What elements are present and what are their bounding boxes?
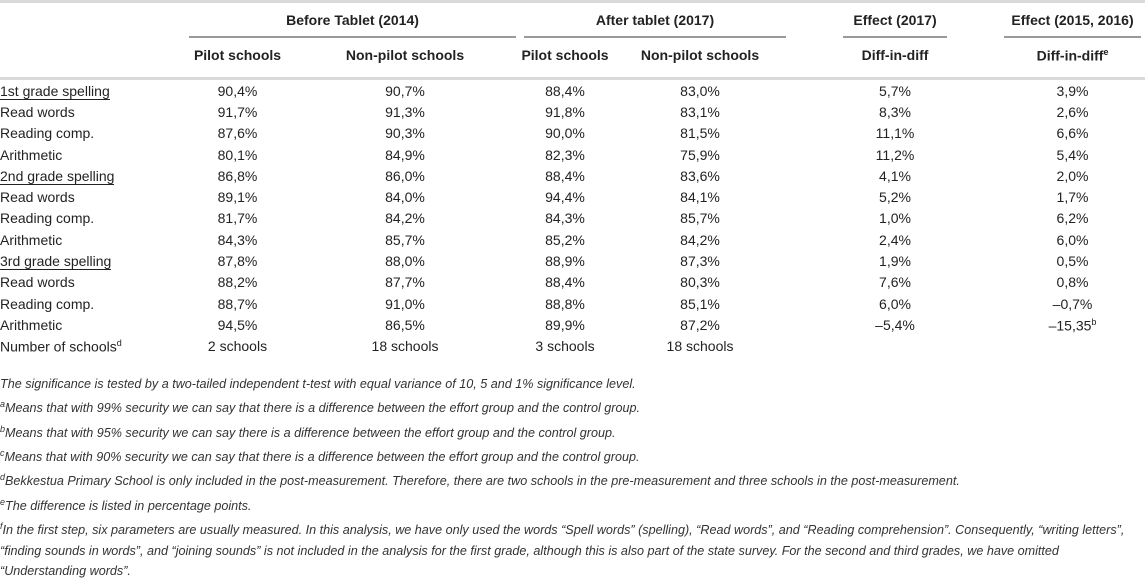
- table-cell: 86,5%: [385, 316, 425, 333]
- table-cell: 91,3%: [385, 103, 425, 120]
- table-row: [0, 250, 1145, 271]
- table-row: [0, 293, 1145, 314]
- table-cell: 84,2%: [680, 231, 720, 248]
- table-cell: 86,8%: [217, 167, 258, 184]
- row-label: Reading comp.: [0, 210, 95, 227]
- footnote: $^e$The difference is listed in percentage points.: [0, 496, 252, 513]
- table-cell: 84,9%: [385, 146, 425, 163]
- table-cell: 6,0%: [879, 295, 911, 312]
- table-cell: 85,2%: [545, 231, 585, 248]
- group-header-before: Before Tablet (2014): [185, 5, 520, 45]
- empty-subheader: [0, 45, 185, 79]
- table-cell: 90,4%: [217, 82, 258, 99]
- subheader: Diff-in-diff: [790, 45, 1000, 79]
- table-cell: 83,1%: [680, 103, 720, 120]
- table-cell: 85,7%: [385, 231, 425, 248]
- row-label: Read words: [0, 189, 75, 206]
- footnote: $^a$Means that with 99% security we can say that there is a difference between the effort group and the control group.: [0, 399, 640, 416]
- table-cell: 6,2%: [1056, 210, 1089, 227]
- row-label: Reading comp.: [0, 125, 95, 142]
- empty-header: [0, 5, 185, 45]
- table-cell: 75,9%: [680, 146, 720, 163]
- subheader: Non-pilot schools: [290, 45, 520, 79]
- table-cell: 84,3%: [545, 210, 585, 227]
- table-cell: –15,35$^b$: [1048, 316, 1097, 334]
- footnote: The significance is tested by a two-tailed independent t-test with equal variance of 10, 5 and 1% significance level.: [0, 377, 636, 391]
- table-cell: 11,1%: [875, 125, 915, 142]
- group-header-effect-2015-2016: Effect (2015, 2016): [1000, 5, 1145, 45]
- table-cell: –5,4%: [875, 316, 915, 333]
- row-label: Arithmetic: [0, 231, 63, 248]
- table-cell: 88,4%: [545, 82, 585, 99]
- table-cell: 83,0%: [680, 82, 720, 99]
- table-cell: 3,9%: [1056, 82, 1089, 99]
- table-row: [0, 165, 1145, 186]
- footnote: $^d$Bekkestua Primary School is only included in the post-measurement. Therefore, there are two schools in the pre-measurement and three schools in the post-measurement.: [0, 472, 960, 489]
- table-cell: 4,1%: [879, 167, 911, 184]
- table-cell: 3 schools: [535, 338, 595, 355]
- table-footnotes: [0, 374, 1145, 581]
- table-cell: 94,5%: [217, 316, 258, 333]
- table-cell: 87,8%: [217, 253, 258, 270]
- table-cell: 5,2%: [879, 189, 911, 206]
- table-row: [0, 144, 1145, 165]
- row-label: Read words: [0, 274, 75, 291]
- row-label: Read words: [0, 103, 75, 120]
- row-label: 3rd grade spelling: [0, 253, 112, 270]
- row-label: Number of schools$^d$: [0, 337, 122, 355]
- table-cell: 87,2%: [680, 316, 720, 333]
- group-header-after: After tablet (2017): [520, 5, 790, 45]
- table-row: [0, 79, 1145, 102]
- table-cell: 88,9%: [545, 253, 585, 270]
- table-cell: 84,3%: [217, 231, 258, 248]
- table-cell: 1,0%: [879, 210, 911, 227]
- table-cell: 2,0%: [1056, 167, 1089, 184]
- table-cell: 87,7%: [385, 274, 425, 291]
- table-cell: 8,3%: [879, 103, 911, 120]
- footnote: $^b$Means that with 95% security we can say there is a difference between the effort group and the control group.: [0, 423, 616, 440]
- table-cell: 6,0%: [1056, 231, 1089, 248]
- table-cell: 87,6%: [217, 125, 258, 142]
- table-cell: 81,7%: [217, 210, 258, 227]
- table-cell: 80,3%: [680, 274, 720, 291]
- table-cell: 88,2%: [217, 274, 258, 291]
- table-cell: 91,0%: [385, 295, 425, 312]
- table-cell: 0,8%: [1056, 274, 1089, 291]
- table-cell: 82,3%: [545, 146, 585, 163]
- table-cell: 6,6%: [1056, 125, 1089, 142]
- table-cell: 80,1%: [217, 146, 258, 163]
- table-cell: 5,7%: [879, 82, 911, 99]
- table-cell: 89,1%: [217, 189, 258, 206]
- table-cell: 84,2%: [385, 210, 425, 227]
- table-cell: 2 schools: [207, 338, 268, 355]
- subheader: Pilot schools: [185, 45, 290, 79]
- table-cell: 1,9%: [879, 253, 911, 270]
- table-cell: –0,7%: [1052, 295, 1093, 312]
- table-cell: 81,5%: [680, 125, 720, 142]
- table-cell: 90,7%: [385, 82, 425, 99]
- table-cell: [1000, 336, 1145, 357]
- table-row: [0, 272, 1145, 293]
- table-cell: [790, 336, 1000, 357]
- table-cell: 84,1%: [680, 189, 720, 206]
- table-row: [0, 208, 1145, 229]
- table-cell: 11,2%: [875, 146, 915, 163]
- table-cell: 94,4%: [545, 189, 585, 206]
- table-row: [0, 336, 1145, 357]
- table-row: [0, 123, 1145, 144]
- table-cell: 87,3%: [680, 253, 720, 270]
- table-cell: 90,0%: [545, 125, 585, 142]
- table-cell: 86,0%: [385, 167, 425, 184]
- subheader: Diff-in-diff$^e$: [1000, 45, 1145, 79]
- table-cell: 5,4%: [1056, 146, 1089, 163]
- table-cell: 0,5%: [1056, 253, 1089, 270]
- table-cell: 89,9%: [545, 316, 585, 333]
- row-label: Reading comp.: [0, 295, 95, 312]
- table-cell: 84,0%: [385, 189, 425, 206]
- table-cell: 88,4%: [545, 274, 585, 291]
- table-cell: 85,7%: [680, 210, 720, 227]
- table-cell: 83,6%: [680, 167, 720, 184]
- table-row: [0, 186, 1145, 207]
- row-label: Arithmetic: [0, 316, 63, 333]
- subheader: Pilot schools: [520, 45, 610, 79]
- table-row: [0, 101, 1145, 122]
- top-rule: [0, 0, 1145, 3]
- footnote: $^f$In the first step, six parameters are usually measured. In this analysis, we have only used the words “Spell words” (spelling), “Read words”, and “Reading comprehension”. Consequently, “writing letters”, “finding sounds in words”, and “joining sounds” is not included in the analysis for the first grade, although this is also part of the state survey. For the second and third grades, we have omitted “Understanding words”.: [0, 521, 1125, 578]
- table-cell: 88,4%: [545, 167, 585, 184]
- table-cell: 7,6%: [879, 274, 911, 291]
- table-cell: 88,7%: [217, 295, 258, 312]
- table-cell: 1,7%: [1056, 189, 1089, 206]
- table-cell: 85,1%: [680, 295, 720, 312]
- group-header-effect-2017: Effect (2017): [790, 5, 1000, 45]
- table-cell: 88,0%: [385, 253, 425, 270]
- table-cell: 18 schools: [371, 338, 439, 355]
- table-cell: 91,7%: [217, 103, 258, 120]
- table-cell: 2,6%: [1056, 103, 1089, 120]
- table-cell: 90,3%: [385, 125, 425, 142]
- subheader: Non-pilot schools: [610, 45, 790, 79]
- footnote: $^c$Means that with 90% security we can say that there is a difference between the effort group and the control group.: [0, 447, 640, 465]
- table-cell: 88,8%: [545, 295, 585, 312]
- results-table: [0, 5, 1145, 357]
- table-row: [0, 229, 1145, 250]
- table-cell: 2,4%: [879, 231, 911, 248]
- table-cell: 91,8%: [545, 103, 585, 120]
- row-label: 2nd grade spelling: [0, 167, 115, 184]
- table-cell: 18 schools: [666, 338, 734, 355]
- row-label: Arithmetic: [0, 146, 63, 163]
- row-label: 1st grade spelling: [0, 82, 110, 99]
- table-row: [0, 314, 1145, 335]
